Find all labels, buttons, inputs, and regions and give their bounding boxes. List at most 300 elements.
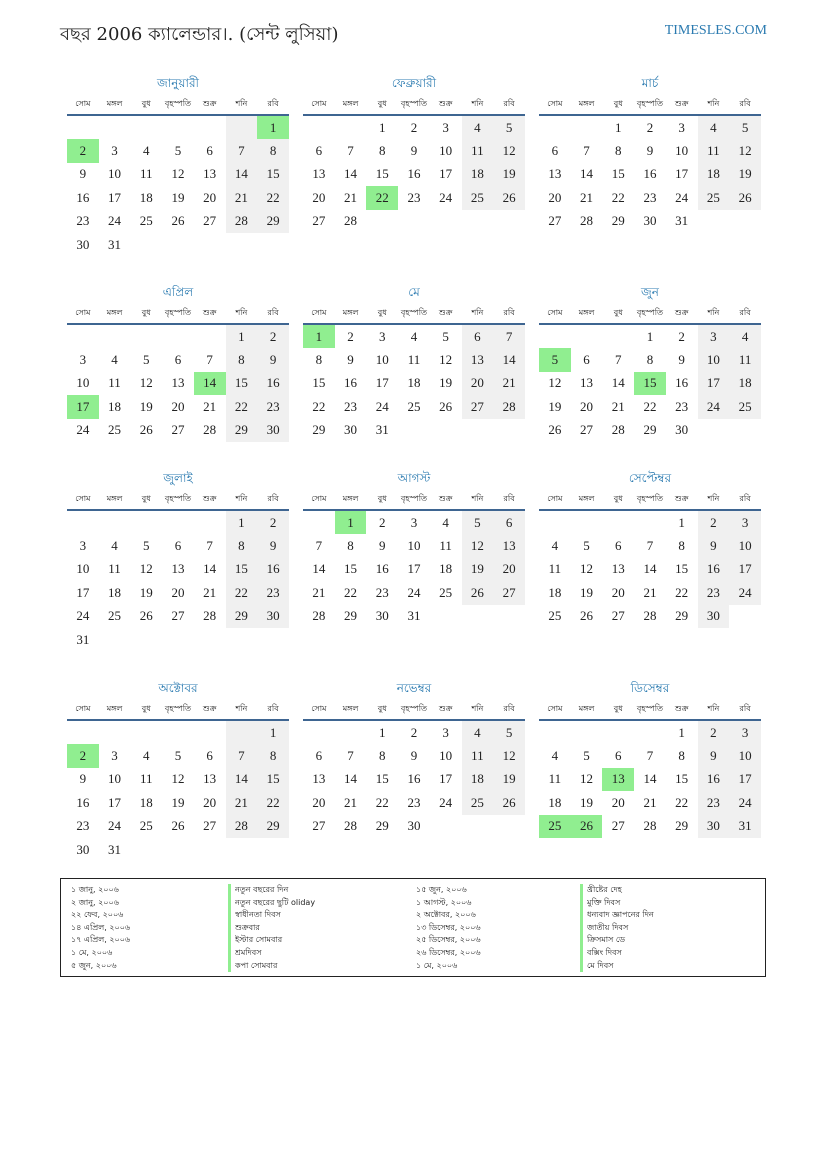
day-cell[interactable]: 20 [462, 372, 494, 395]
day-cell[interactable]: 16 [407, 771, 421, 787]
day-cell[interactable]: 21 [493, 372, 525, 395]
day-cell[interactable]: 13 [611, 561, 625, 577]
day-cell[interactable]: 15 [257, 768, 289, 791]
day-cell[interactable]: 28 [643, 818, 657, 834]
day-cell[interactable]: 21 [226, 186, 258, 209]
day-cell[interactable]: 26 [139, 422, 153, 438]
day-cell[interactable]: 17 [729, 558, 761, 581]
day-cell[interactable]: 11 [698, 139, 730, 162]
day-cell[interactable]: 31 [407, 608, 421, 624]
day-cell[interactable]: 3 [729, 510, 761, 534]
day-cell[interactable]: 15 [634, 372, 666, 395]
day-cell[interactable]: 3 [442, 119, 449, 135]
day-cell[interactable]: 7 [583, 143, 590, 159]
day-cell[interactable]: 4 [551, 748, 559, 764]
day-cell[interactable]: 21 [344, 189, 358, 205]
day-cell[interactable]: 11 [108, 375, 121, 391]
day-cell[interactable]: 22 [312, 398, 326, 414]
day-cell[interactable]: 23 [643, 189, 657, 205]
day-cell[interactable]: 4 [111, 538, 118, 554]
day-cell[interactable]: 3 [79, 352, 87, 368]
day-cell[interactable]: 14 [611, 375, 625, 391]
day-cell[interactable]: 19 [729, 163, 761, 186]
day-cell[interactable]: 31 [76, 631, 90, 647]
day-cell[interactable]: 19 [171, 189, 185, 205]
day-cell[interactable]: 19 [580, 794, 594, 810]
day-cell[interactable]: 24 [407, 584, 421, 600]
day-cell[interactable]: 25 [108, 608, 122, 624]
day-cell[interactable]: 30 [76, 841, 90, 857]
day-cell[interactable]: 13 [312, 771, 326, 787]
day-cell[interactable]: 26 [571, 815, 603, 838]
day-cell[interactable]: 8 [257, 744, 289, 767]
day-cell[interactable]: 30 [643, 213, 657, 229]
day-cell[interactable]: 21 [344, 794, 358, 810]
day-cell[interactable]: 3 [379, 328, 386, 344]
day-cell[interactable]: 23 [675, 398, 689, 414]
day-cell[interactable]: 16 [76, 189, 90, 205]
day-cell[interactable]: 11 [139, 166, 153, 182]
day-cell[interactable]: 6 [206, 143, 213, 159]
day-cell[interactable]: 9 [698, 744, 730, 767]
day-cell[interactable]: 29 [226, 419, 258, 442]
day-cell[interactable]: 20 [580, 398, 594, 414]
day-cell[interactable]: 4 [143, 748, 150, 764]
day-cell[interactable]: 2 [410, 724, 418, 740]
day-cell[interactable]: 28 [344, 213, 358, 229]
day-cell[interactable]: 14 [194, 372, 226, 395]
day-cell[interactable]: 31 [108, 841, 122, 857]
day-cell[interactable]: 8 [226, 348, 258, 371]
day-cell[interactable]: 24 [698, 395, 730, 418]
day-cell[interactable]: 21 [203, 398, 217, 414]
day-cell[interactable]: 27 [462, 395, 494, 418]
day-cell[interactable]: 5 [174, 748, 182, 764]
day-cell[interactable]: 4 [442, 514, 449, 530]
day-cell[interactable]: 16 [257, 372, 289, 395]
day-cell[interactable]: 29 [675, 818, 689, 834]
day-cell[interactable]: 23 [344, 398, 358, 414]
day-cell[interactable]: 2 [410, 119, 418, 135]
day-cell[interactable]: 3 [442, 724, 449, 740]
day-cell[interactable]: 11 [729, 348, 761, 371]
day-cell[interactable]: 14 [203, 561, 217, 577]
day-cell[interactable]: 25 [139, 818, 153, 834]
day-cell[interactable]: 10 [439, 748, 453, 764]
day-cell[interactable]: 11 [548, 561, 562, 577]
day-cell[interactable]: 21 [643, 794, 657, 810]
day-cell[interactable]: 15 [312, 375, 326, 391]
day-cell[interactable]: 4 [462, 720, 494, 744]
day-cell[interactable]: 27 [203, 818, 217, 834]
day-cell[interactable]: 19 [139, 398, 153, 414]
day-cell[interactable]: 2 [698, 720, 730, 744]
day-cell[interactable]: 1 [257, 115, 289, 139]
day-cell[interactable]: 16 [375, 561, 389, 577]
day-cell[interactable]: 14 [312, 561, 326, 577]
day-cell[interactable]: 28 [203, 608, 217, 624]
day-cell[interactable]: 19 [580, 584, 594, 600]
day-cell[interactable]: 4 [551, 538, 559, 554]
day-cell[interactable]: 5 [462, 510, 494, 534]
day-cell[interactable]: 17 [439, 166, 453, 182]
day-cell[interactable]: 6 [493, 510, 525, 534]
day-cell[interactable]: 18 [698, 163, 730, 186]
day-cell[interactable]: 5 [493, 115, 525, 139]
day-cell[interactable]: 3 [111, 748, 118, 764]
day-cell[interactable]: 18 [548, 584, 562, 600]
day-cell[interactable]: 26 [171, 213, 185, 229]
day-cell[interactable]: 7 [226, 744, 258, 767]
day-cell[interactable]: 9 [410, 748, 418, 764]
day-cell[interactable]: 9 [678, 352, 685, 368]
day-cell[interactable]: 24 [76, 422, 90, 438]
day-cell[interactable]: 6 [583, 352, 590, 368]
day-cell[interactable]: 28 [611, 422, 625, 438]
day-cell[interactable]: 2 [379, 514, 386, 530]
day-cell[interactable]: 14 [580, 166, 594, 182]
day-cell[interactable]: 19 [548, 398, 562, 414]
day-cell[interactable]: 10 [729, 534, 761, 557]
day-cell[interactable]: 1 [226, 510, 258, 534]
day-cell[interactable]: 3 [111, 143, 118, 159]
day-cell[interactable]: 29 [611, 213, 625, 229]
day-cell[interactable]: 1 [678, 724, 685, 740]
day-cell[interactable]: 11 [462, 744, 494, 767]
day-cell[interactable]: 26 [139, 608, 153, 624]
day-cell[interactable]: 7 [226, 139, 258, 162]
day-cell[interactable]: 25 [462, 791, 494, 814]
day-cell[interactable]: 28 [312, 608, 326, 624]
day-cell[interactable]: 25 [407, 398, 421, 414]
day-cell[interactable]: 8 [678, 538, 685, 554]
day-cell[interactable]: 6 [551, 143, 559, 159]
day-cell[interactable]: 17 [439, 771, 453, 787]
day-cell[interactable]: 16 [344, 375, 358, 391]
day-cell[interactable]: 19 [439, 375, 453, 391]
day-cell[interactable]: 22 [643, 398, 657, 414]
day-cell[interactable]: 12 [139, 375, 153, 391]
day-cell[interactable]: 29 [675, 608, 689, 624]
day-cell[interactable]: 22 [226, 581, 258, 604]
day-cell[interactable]: 25 [439, 584, 453, 600]
day-cell[interactable]: 25 [729, 395, 761, 418]
day-cell[interactable]: 25 [139, 213, 153, 229]
day-cell[interactable]: 18 [139, 189, 153, 205]
day-cell[interactable]: 17 [698, 372, 730, 395]
day-cell[interactable]: 30 [675, 422, 689, 438]
day-cell[interactable]: 7 [206, 352, 213, 368]
day-cell[interactable]: 23 [407, 189, 421, 205]
day-cell[interactable]: 24 [76, 608, 90, 624]
day-cell[interactable]: 1 [335, 510, 367, 534]
day-cell[interactable]: 13 [312, 166, 326, 182]
day-cell[interactable]: 16 [675, 375, 689, 391]
day-cell[interactable]: 3 [729, 720, 761, 744]
day-cell[interactable]: 11 [439, 538, 452, 554]
day-cell[interactable]: 8 [379, 748, 386, 764]
day-cell[interactable]: 3 [678, 119, 685, 135]
day-cell[interactable]: 5 [143, 538, 150, 554]
day-cell[interactable]: 18 [729, 372, 761, 395]
day-cell[interactable]: 26 [548, 422, 562, 438]
day-cell[interactable]: 8 [646, 352, 654, 368]
day-cell[interactable]: 20 [611, 794, 625, 810]
day-cell[interactable]: 12 [548, 375, 562, 391]
day-cell[interactable]: 21 [312, 584, 326, 600]
day-cell[interactable]: 24 [439, 794, 453, 810]
day-cell[interactable]: 26 [493, 186, 525, 209]
day-cell[interactable]: 13 [171, 375, 185, 391]
day-cell[interactable]: 8 [257, 139, 289, 162]
day-cell[interactable]: 17 [407, 561, 421, 577]
day-cell[interactable]: 12 [171, 771, 185, 787]
day-cell[interactable]: 10 [729, 744, 761, 767]
day-cell[interactable]: 5 [583, 538, 590, 554]
day-cell[interactable]: 1 [257, 720, 289, 744]
day-cell[interactable]: 18 [462, 163, 494, 186]
day-cell[interactable]: 13 [548, 166, 562, 182]
day-cell[interactable]: 16 [76, 794, 90, 810]
day-cell[interactable]: 28 [580, 213, 594, 229]
day-cell[interactable]: 31 [729, 815, 761, 838]
day-cell[interactable]: 13 [171, 561, 185, 577]
day-cell[interactable]: 17 [729, 768, 761, 791]
day-cell[interactable]: 2 [67, 139, 99, 162]
day-cell[interactable]: 1 [678, 514, 685, 530]
day-cell[interactable]: 27 [312, 213, 326, 229]
day-cell[interactable]: 25 [462, 186, 494, 209]
day-cell[interactable]: 24 [375, 398, 389, 414]
day-cell[interactable]: 14 [344, 166, 358, 182]
day-cell[interactable]: 11 [108, 561, 121, 577]
day-cell[interactable]: 9 [257, 534, 289, 557]
day-cell[interactable]: 5 [442, 328, 449, 344]
day-cell[interactable]: 13 [580, 375, 594, 391]
day-cell[interactable]: 15 [675, 771, 689, 787]
day-cell[interactable]: 21 [580, 189, 594, 205]
brand-link[interactable]: TIMESLES.COM [664, 23, 767, 38]
day-cell[interactable]: 23 [257, 581, 289, 604]
day-cell[interactable]: 27 [493, 581, 525, 604]
day-cell[interactable]: 15 [375, 771, 389, 787]
day-cell[interactable]: 22 [611, 189, 625, 205]
day-cell[interactable]: 9 [79, 166, 87, 182]
day-cell[interactable]: 31 [675, 213, 689, 229]
day-cell[interactable]: 27 [171, 422, 185, 438]
day-cell[interactable]: 25 [108, 422, 122, 438]
day-cell[interactable]: 23 [76, 213, 90, 229]
day-cell[interactable]: 9 [698, 534, 730, 557]
day-cell[interactable]: 19 [139, 584, 153, 600]
day-cell[interactable]: 3 [410, 514, 418, 530]
day-cell[interactable]: 4 [111, 352, 118, 368]
day-cell[interactable]: 20 [203, 189, 217, 205]
day-cell[interactable]: 1 [379, 724, 386, 740]
day-cell[interactable]: 17 [108, 189, 122, 205]
day-cell[interactable]: 4 [698, 115, 730, 139]
day-cell[interactable]: 26 [462, 581, 494, 604]
day-cell[interactable]: 3 [698, 324, 730, 348]
day-cell[interactable]: 27 [611, 818, 625, 834]
day-cell[interactable]: 2 [678, 328, 685, 344]
day-cell[interactable]: 5 [174, 143, 182, 159]
day-cell[interactable]: 4 [143, 143, 150, 159]
day-cell[interactable]: 20 [171, 398, 185, 414]
day-cell[interactable]: 11 [139, 771, 153, 787]
day-cell[interactable]: 30 [698, 815, 730, 838]
day-cell[interactable]: 22 [257, 791, 289, 814]
day-cell[interactable]: 7 [347, 748, 354, 764]
day-cell[interactable]: 22 [375, 794, 389, 810]
day-cell[interactable]: 18 [139, 794, 153, 810]
day-cell[interactable]: 17 [76, 584, 90, 600]
day-cell[interactable]: 23 [698, 791, 730, 814]
day-cell[interactable]: 4 [410, 328, 418, 344]
day-cell[interactable]: 21 [611, 398, 625, 414]
day-cell[interactable]: 12 [462, 534, 494, 557]
day-cell[interactable]: 27 [580, 422, 594, 438]
day-cell[interactable]: 6 [615, 748, 622, 764]
day-cell[interactable]: 15 [375, 166, 389, 182]
day-cell[interactable]: 12 [171, 166, 185, 182]
day-cell[interactable]: 6 [206, 748, 213, 764]
day-cell[interactable]: 30 [375, 608, 389, 624]
day-cell[interactable]: 20 [312, 189, 326, 205]
day-cell[interactable]: 9 [79, 771, 87, 787]
day-cell[interactable]: 5 [493, 720, 525, 744]
day-cell[interactable]: 2 [67, 744, 99, 767]
day-cell[interactable]: 10 [76, 375, 90, 391]
day-cell[interactable]: 15 [611, 166, 625, 182]
day-cell[interactable]: 10 [439, 143, 453, 159]
day-cell[interactable]: 12 [439, 352, 453, 368]
day-cell[interactable]: 7 [347, 143, 354, 159]
day-cell[interactable]: 20 [312, 794, 326, 810]
day-cell[interactable]: 17 [375, 375, 389, 391]
day-cell[interactable]: 10 [108, 771, 122, 787]
day-cell[interactable]: 14 [643, 561, 657, 577]
day-cell[interactable]: 30 [257, 605, 289, 628]
day-cell[interactable]: 19 [493, 163, 525, 186]
day-cell[interactable]: 30 [698, 605, 730, 628]
day-cell[interactable]: 22 [257, 186, 289, 209]
day-cell[interactable]: 20 [171, 584, 185, 600]
day-cell[interactable]: 29 [257, 815, 289, 838]
day-cell[interactable]: 4 [462, 115, 494, 139]
day-cell[interactable]: 1 [646, 328, 654, 344]
day-cell[interactable]: 30 [407, 818, 421, 834]
day-cell[interactable]: 18 [548, 794, 562, 810]
day-cell[interactable]: 9 [646, 143, 654, 159]
day-cell[interactable]: 28 [203, 422, 217, 438]
day-cell[interactable]: 18 [439, 561, 453, 577]
day-cell[interactable]: 8 [347, 538, 354, 554]
day-cell[interactable]: 17 [67, 395, 99, 418]
day-cell[interactable]: 4 [729, 324, 761, 348]
day-cell[interactable]: 13 [203, 771, 217, 787]
day-cell[interactable]: 7 [646, 538, 654, 554]
day-cell[interactable]: 8 [226, 534, 258, 557]
day-cell[interactable]: 22 [226, 395, 258, 418]
day-cell[interactable]: 2 [698, 510, 730, 534]
day-cell[interactable]: 15 [226, 372, 258, 395]
day-cell[interactable]: 13 [203, 166, 217, 182]
day-cell[interactable]: 2 [257, 510, 289, 534]
day-cell[interactable]: 27 [548, 213, 562, 229]
day-cell[interactable]: 11 [548, 771, 562, 787]
day-cell[interactable]: 28 [344, 818, 358, 834]
day-cell[interactable]: 21 [203, 584, 217, 600]
day-cell[interactable]: 24 [729, 791, 761, 814]
day-cell[interactable]: 26 [439, 398, 453, 414]
day-cell[interactable]: 12 [580, 561, 594, 577]
day-cell[interactable]: 22 [344, 584, 358, 600]
day-cell[interactable]: 14 [344, 771, 358, 787]
day-cell[interactable]: 24 [108, 818, 122, 834]
day-cell[interactable]: 14 [643, 771, 657, 787]
day-cell[interactable]: 15 [675, 561, 689, 577]
day-cell[interactable]: 31 [108, 236, 122, 252]
day-cell[interactable]: 26 [493, 791, 525, 814]
day-cell[interactable]: 11 [407, 352, 421, 368]
day-cell[interactable]: 8 [379, 143, 386, 159]
day-cell[interactable]: 1 [226, 324, 258, 348]
day-cell[interactable]: 6 [174, 538, 182, 554]
day-cell[interactable]: 10 [407, 538, 421, 554]
day-cell[interactable]: 19 [171, 794, 185, 810]
day-cell[interactable]: 23 [407, 794, 421, 810]
day-cell[interactable]: 29 [375, 818, 389, 834]
day-cell[interactable]: 30 [257, 419, 289, 442]
day-cell[interactable]: 30 [344, 422, 358, 438]
day-cell[interactable]: 1 [379, 119, 386, 135]
day-cell[interactable]: 20 [611, 584, 625, 600]
day-cell[interactable]: 12 [139, 561, 153, 577]
day-cell[interactable]: 26 [171, 818, 185, 834]
day-cell[interactable]: 5 [729, 115, 761, 139]
day-cell[interactable]: 29 [312, 422, 326, 438]
day-cell[interactable]: 18 [108, 398, 122, 414]
day-cell[interactable]: 24 [729, 581, 761, 604]
day-cell[interactable]: 18 [462, 768, 494, 791]
day-cell[interactable]: 7 [493, 324, 525, 348]
day-cell[interactable]: 5 [539, 348, 571, 371]
day-cell[interactable]: 29 [257, 210, 289, 233]
day-cell[interactable]: 10 [108, 166, 122, 182]
day-cell[interactable]: 15 [344, 561, 358, 577]
day-cell[interactable]: 7 [315, 538, 323, 554]
day-cell[interactable]: 24 [675, 189, 689, 205]
day-cell[interactable]: 12 [580, 771, 594, 787]
day-cell[interactable]: 26 [580, 608, 594, 624]
day-cell[interactable]: 16 [698, 768, 730, 791]
day-cell[interactable]: 18 [108, 584, 122, 600]
day-cell[interactable]: 13 [493, 534, 525, 557]
day-cell[interactable]: 19 [462, 558, 494, 581]
day-cell[interactable]: 14 [493, 348, 525, 371]
day-cell[interactable]: 23 [76, 818, 90, 834]
day-cell[interactable]: 5 [583, 748, 590, 764]
day-cell[interactable]: 10 [375, 352, 389, 368]
day-cell[interactable]: 20 [203, 794, 217, 810]
day-cell[interactable]: 29 [226, 605, 258, 628]
day-cell[interactable]: 27 [312, 818, 326, 834]
day-cell[interactable]: 9 [410, 143, 418, 159]
day-cell[interactable]: 29 [344, 608, 358, 624]
day-cell[interactable]: 28 [226, 815, 258, 838]
day-cell[interactable]: 6 [174, 352, 182, 368]
